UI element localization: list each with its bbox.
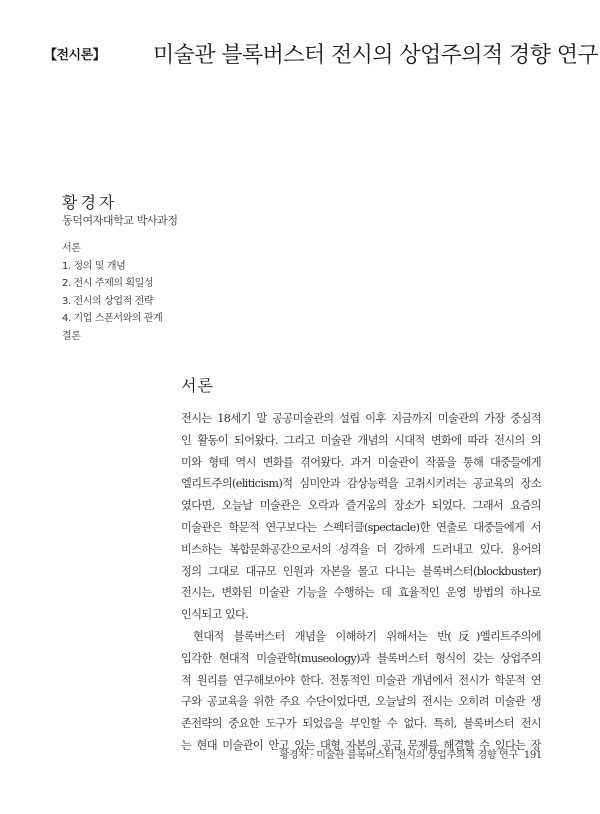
text-line: 전시는 18세기 말 공공미술관의 설립 이후 지금까지 미술관의 가장 중심적 — [181, 412, 541, 425]
body-text — [181, 408, 541, 757]
text-line: 인식되고 있다. — [181, 608, 249, 622]
text-line: 전시는, 변화된 미술관 기능을 수행하는 데 효율적인 운영 방법의 하나로 — [181, 586, 541, 600]
page-number: 191 — [523, 750, 542, 761]
page-footer — [280, 746, 543, 761]
text-line: 현대적 블록버스터 개념을 이해하기 위해서는 반(反)엘리트주의에 — [193, 629, 541, 643]
text-line: 였다면, 오늘날 미술관은 오락과 즐거움의 장소가 되었다. 그래서 요즘의 — [181, 499, 541, 513]
text-line: 적 원리를 연구해보아야 한다. 전통적인 미술관 개념에서 전시가 학문적 연 — [181, 673, 541, 687]
text-line: 구와 공교육을 위한 주요 수단이었다면, 오늘날의 전시는 오히려 미술관 생 — [181, 695, 541, 709]
toc-item: 3. 전시의 상업적 전략 — [62, 295, 154, 307]
text-line: 는 현대 미술관이 안고 있는 대형 자본의 공급 문제를 해결할 수 있다는 장 — [181, 738, 541, 752]
text-line: 정의 그대로 대규모 인원과 자본을 몰고 다니는 블록버스터(blockbuster) — [181, 564, 541, 578]
text-line: 미와 형태 역시 변화를 겪어왔다. 과거 미술관이 작품을 통해 대중들에게 — [181, 455, 541, 469]
section-heading: 서론 — [181, 376, 214, 395]
text-line: 비스하는 복합문화공간으로서의 성격을 더 강하게 드러내고 있다. 용어의 — [181, 542, 541, 556]
paragraph-2 — [181, 626, 541, 757]
text-line: 입각한 현대적 미술관학(museology)과 블록버스터 형식이 갖는 상업주의 — [181, 651, 541, 665]
toc-item: 2. 전시 주제의 획일성 — [62, 278, 154, 289]
text-line: 존전략의 중요한 도구가 되었음을 부인할 수 없다. 특히, 블록버스터 전시 — [181, 717, 541, 731]
toc-item: 4. 기업 스폰서와의 관계 — [62, 313, 163, 324]
toc-item: 1. 정의 및 개념 — [62, 260, 126, 272]
text-line: 엘리트주의(eliticism)적 심미안과 감상능력을 고취시키려는 공교육의 장소 — [181, 477, 541, 491]
article-title: 미술관 블록버스터 전시의 상업주의적 경향 연구 — [153, 43, 599, 68]
toc-item: 결론 — [62, 330, 81, 342]
running-head: 황경자 · 미술관 블록버스터 전시의 상업주의적 경향 연구 — [279, 750, 518, 761]
paragraph-1 — [181, 408, 541, 626]
toc-item: 서론 — [62, 243, 81, 254]
category-label: 【전시론】 — [44, 48, 106, 63]
table-of-contents — [62, 240, 162, 345]
author-affiliation: 동덕여자대학교 박사과정 — [62, 214, 178, 227]
text-line: 인 활동이 되어왔다. 그리고 미술관 개념의 시대적 변화에 따라 전시의 의 — [181, 433, 541, 447]
author-name: 황경자 — [62, 193, 118, 212]
text-line: 미술관은 학문적 연구보다는 스펙터클(spectacle)한 연출로 대중들에게 서 — [181, 520, 541, 534]
